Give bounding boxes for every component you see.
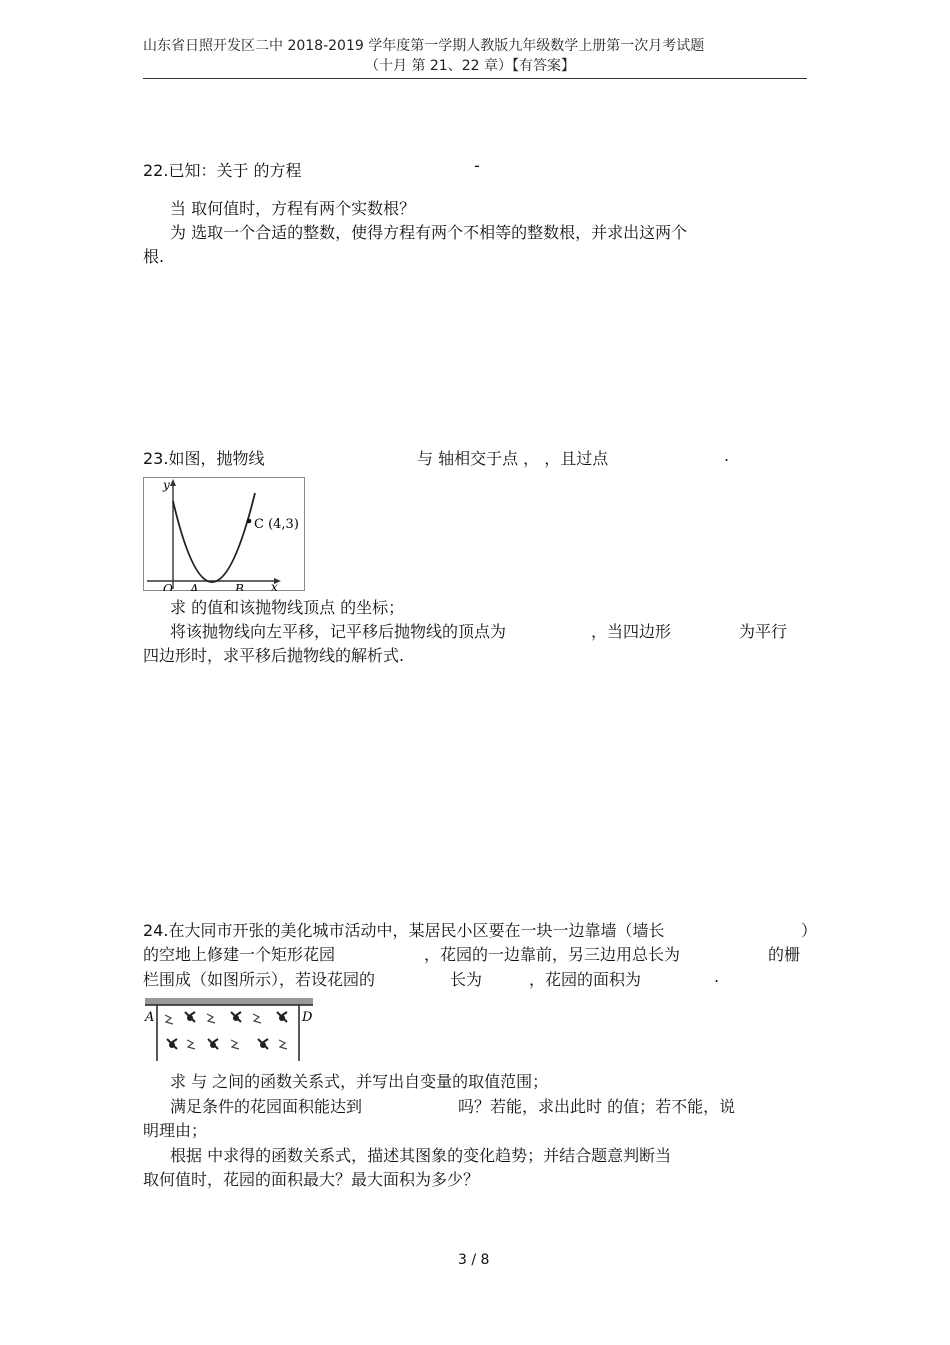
y-axis-arrow [170, 479, 176, 486]
q24-line-4: 求 与 之间的函数关系式，并写出自变量的取值范围； [170, 1072, 549, 1091]
q23-line-1a: 23.如图，抛物线 [143, 449, 265, 468]
q22-line-3: 为 选取一个合适的整数，使得方程有两个不相等的整数根，并求出这两个 [170, 223, 688, 242]
q22-line-1: 22.已知：关于 的方程 [143, 161, 302, 180]
page-number: 3 / 8 [458, 1252, 490, 1268]
q24-line-3d: . [714, 967, 720, 986]
x-axis-label: x [271, 580, 278, 591]
parabola-graph [143, 477, 305, 591]
figure-frame [144, 478, 305, 591]
q24-line-7: 根据 中求得的函数关系式，描述其图象的变化趋势；并结合题意判断当 [170, 1146, 672, 1165]
wall [145, 998, 313, 1005]
parabola-curve [173, 493, 255, 582]
q23-line-3c: 为平行 [739, 622, 788, 641]
q22-mark: - [474, 156, 480, 175]
q24-line-3b: 长为 [450, 970, 483, 989]
q23-line-4: 四边形时，求平移后抛物线的解析式. [143, 646, 405, 665]
garden-figure [143, 997, 316, 1063]
garden-diagram [143, 997, 316, 1063]
q24-line-8: 取何值时，花园的面积最大？最大面积为多少？ [143, 1170, 480, 1189]
q24-line-2b: ，花园的一边靠前，另三边用总长为 [424, 945, 681, 964]
point-a-label: A [190, 582, 199, 591]
header-line-2: （十月 第 21、22 章）【有答案】 [365, 58, 575, 74]
q24-line-2c: 的栅 [768, 945, 801, 964]
parabola-figure [143, 477, 305, 591]
point-b-label: B [235, 582, 244, 591]
q23-line-2: 求 的值和该抛物线顶点 的坐标； [170, 598, 405, 617]
header-rule [143, 78, 807, 79]
corner-a-label: A [145, 1010, 155, 1025]
q24-line-1b: ） [801, 921, 818, 940]
header-line-1: 山东省日照开发区二中 2018-2019 学年度第一学期人教版九年级数学上册第一次月考试题 [143, 38, 705, 54]
q23-line-3a: 将该抛物线向左平移，记平移后抛物线的顶点为 [170, 622, 507, 641]
q24-line-3a: 栏围成（如图所示），若设花园的 [143, 970, 376, 989]
q23-line-3b: ，当四边形 [591, 622, 672, 641]
q23-line-1c: . [724, 446, 730, 465]
origin-label: O [163, 582, 173, 591]
q24-line-5b: 吗？若能，求出此时 的值；若不能，说 [458, 1097, 736, 1116]
point-c-label: C (4,3) [254, 517, 299, 532]
q24-line-6: 明理由； [143, 1121, 208, 1140]
q22-line-2: 当 取何值时，方程有两个实数根？ [170, 199, 416, 218]
y-axis-label: y [163, 478, 170, 492]
corner-d-label: D [302, 1010, 313, 1025]
q23-line-1b: 与 轴相交于点 ， ，且过点 [417, 449, 609, 468]
q22-line-4: 根. [143, 247, 165, 266]
q24-line-3c: ，花园的面积为 [529, 970, 642, 989]
point-c [247, 519, 252, 524]
q24-line-1a: 24.在大同市开张的美化城市活动中，某居民小区要在一块一边靠墙（墙长 [143, 921, 665, 940]
q24-line-5a: 满足条件的花园面积能达到 [170, 1097, 363, 1116]
q24-line-2a: 的空地上修建一个矩形花园 [143, 945, 336, 964]
